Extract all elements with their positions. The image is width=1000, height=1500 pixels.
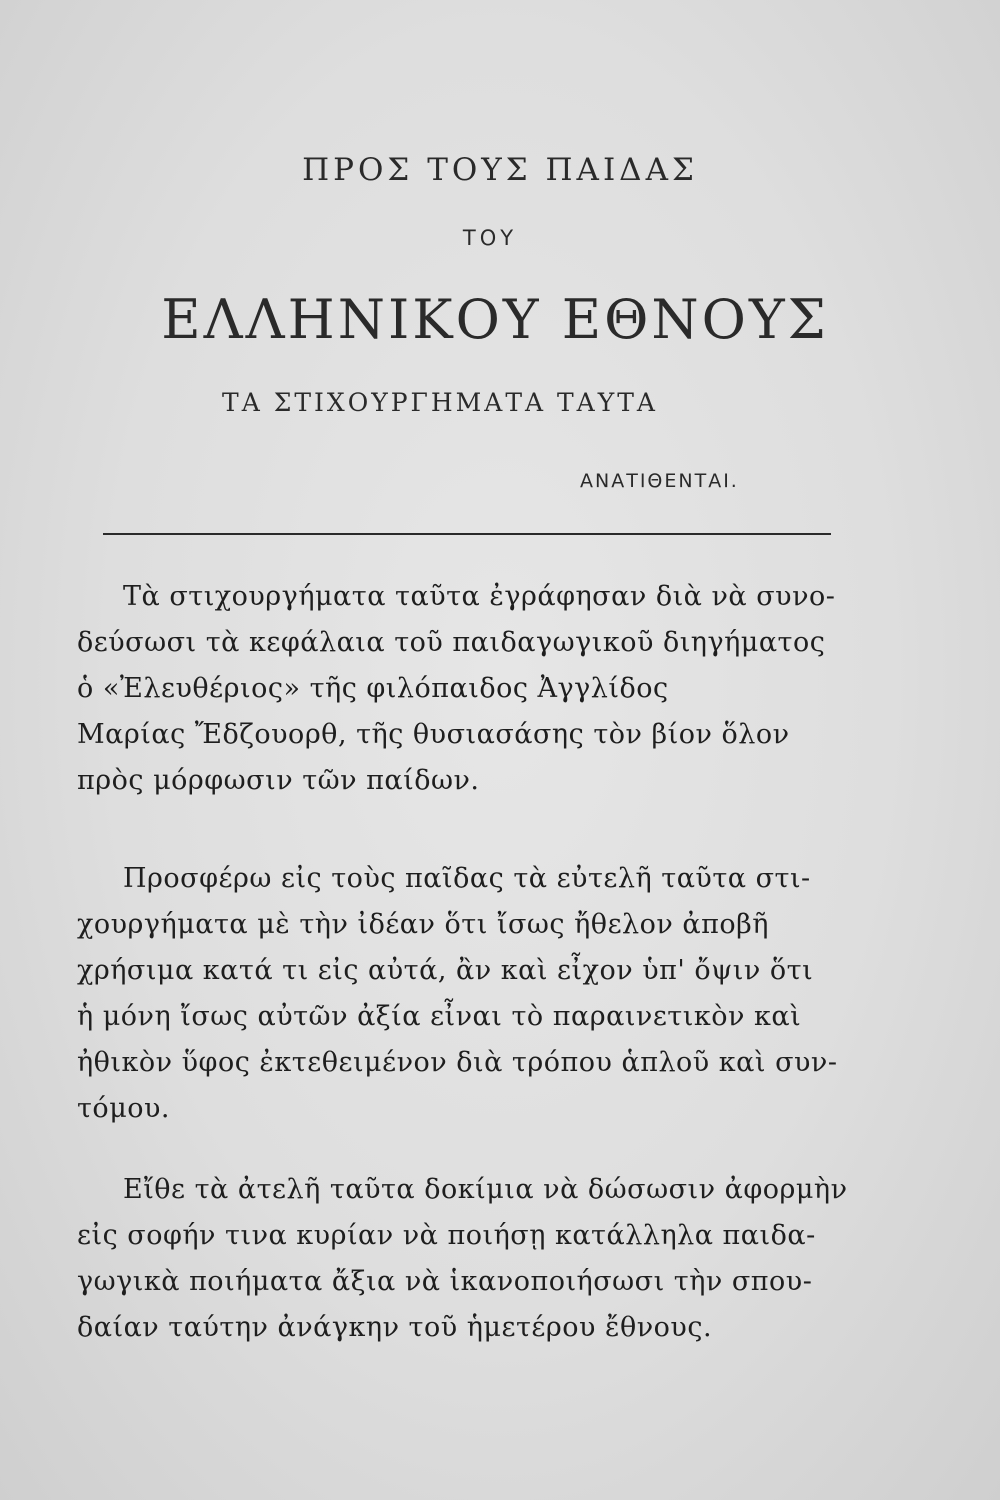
dedication-line-2: ΤΟΥ xyxy=(462,226,518,250)
dedication-line-5: ΑΝΑΤΙΘΕΝΤΑΙ. xyxy=(580,470,739,492)
paragraph-3: Εἴθε τὰ ἀτελῆ ταῦτα δοκίμια νὰ δώσωσιν ἀφορμὴν εἰς σοφήν τινα κυρίαν νὰ ποιήσῃ κατάλληλα παιδα- γωγικὰ ποιήματα ἄξια νὰ ἱκανοποιήσωσι τὴν σπου- δαίαν ταύτην ἀνάγκην τοῦ ἡμετέρου ἔθνους. xyxy=(77,1174,848,1343)
dedication-line-1: ΠΡΟΣ ΤΟΥΣ ΠΑΙΔΑΣ xyxy=(302,152,698,188)
paragraph-2: Προσφέρω εἰς τοὺς παῖδας τὰ εὐτελῆ ταῦτα στι- χουργήματα μὲ τὴν ἰδέαν ὅτι ἴσως ἤθελον ἀποβῆ χρήσιμα κατά τι εἰς αὐτά, ἂν καὶ εἶχον ὑπ' ὄψιν ὅτι ἡ μόνη ἴσως αὐτῶν ἀξία εἶναι τὸ παραινετικὸν καὶ ἠθικὸν ὕφος ἐκτεθειμένον διὰ τρόπου ἁπλοῦ καὶ συν- τόμου. xyxy=(77,863,838,1124)
dedication-title: ΕΛΛΗΝΙΚΟΥ ΕΘΝΟΥΣ xyxy=(161,288,829,351)
horizontal-rule xyxy=(103,533,831,535)
dedication-line-4: ΤΑ ΣΤΙΧΟΥΡΓΗΜΑΤΑ ΤΑΥΤΑ xyxy=(222,388,658,417)
paragraph-1: Τὰ στιχουργήματα ταῦτα ἐγράφησαν διὰ νὰ συνο- δεύσωσι τὰ κεφάλαια τοῦ παιδαγωγικοῦ διηγήματος ὁ «Ἐλευθέριος» τῆς φιλόπαιδος Ἀγγλίδος Μαρίας Ἔδζουορθ, τῆς θυσιασάσης τὸν βίον ὅλον πρὸς μόρφωσιν τῶν παίδων. xyxy=(77,581,836,796)
